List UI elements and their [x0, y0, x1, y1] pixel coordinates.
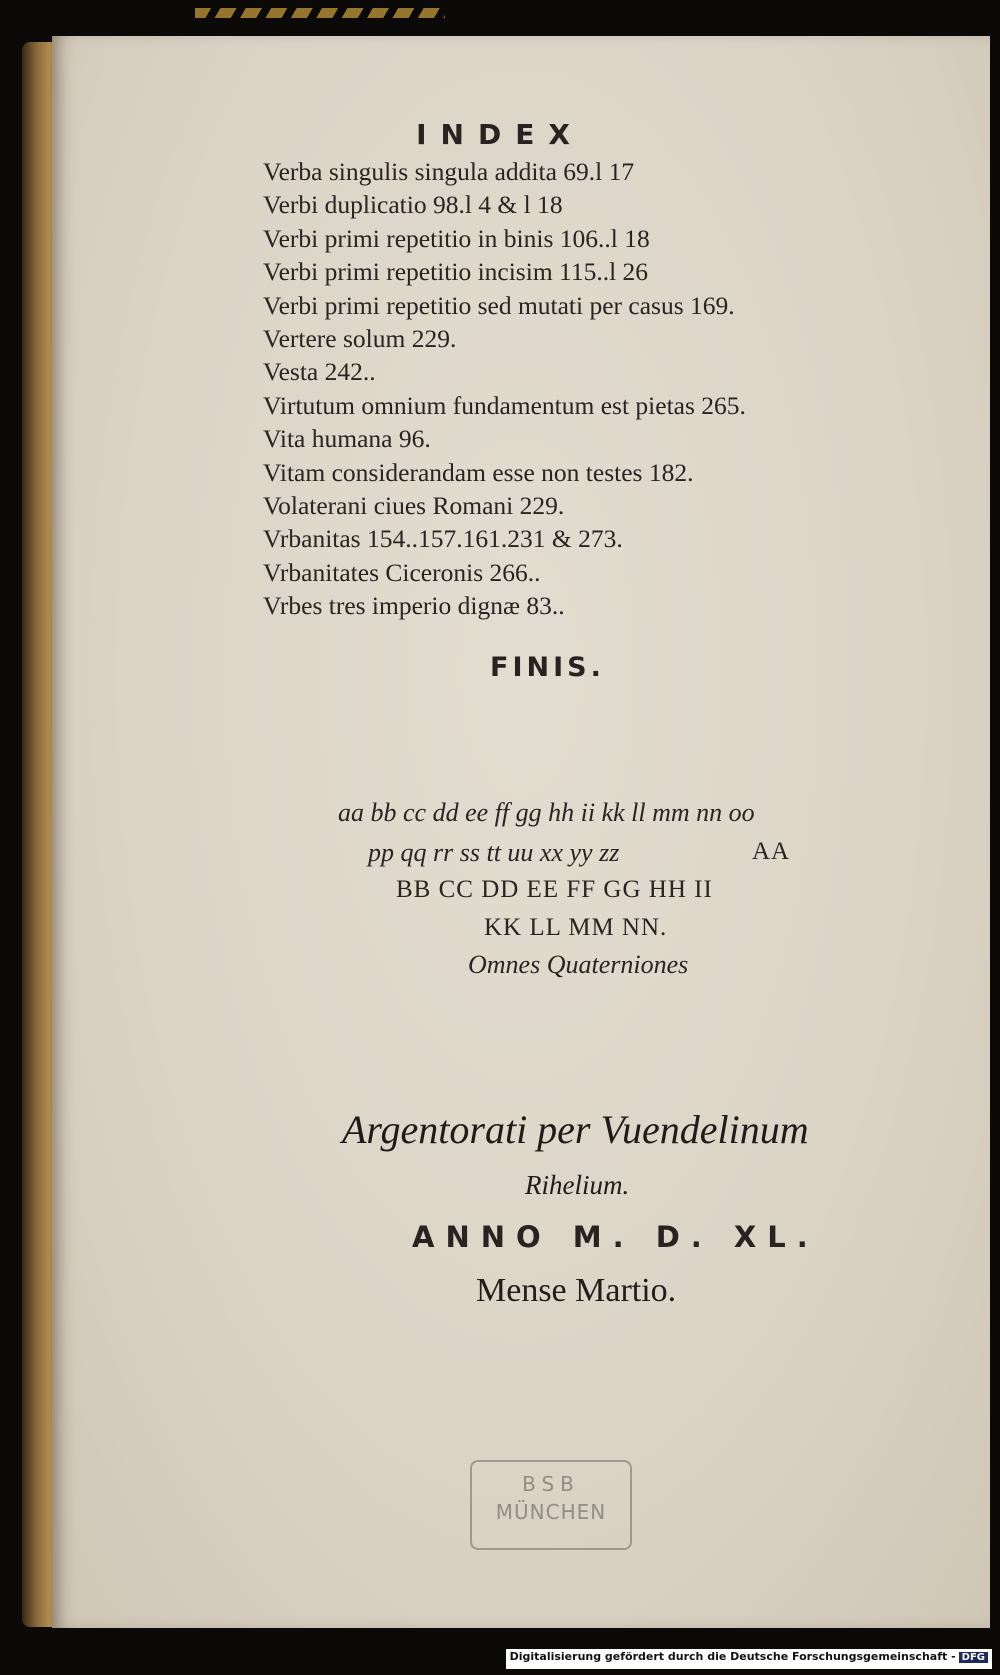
finis-heading: FINIS.	[490, 652, 605, 683]
index-entry: Vrbanitates Ciceronis 266..	[263, 557, 541, 587]
register-line: Omnes Quaterniones	[468, 950, 689, 979]
index-entry: Vertere solum 229.	[263, 324, 457, 354]
register-line: pp qq rr ss tt uu xx yy zz	[368, 838, 620, 867]
stamp-line: MÜNCHEN	[495, 1500, 607, 1524]
register-line: AA	[752, 838, 791, 865]
index-entry: Vita humana 96.	[263, 424, 431, 454]
imprint-line: Argentorati per Vuendelinum	[342, 1107, 809, 1152]
index-entry: Vitam considerandam esse non testes 182.	[263, 457, 694, 487]
dfg-logo: DFG	[959, 1652, 988, 1663]
index-entry: Verba singulis singula addita 69.l 17	[263, 157, 635, 186]
imprint-month: Mense Martio.	[476, 1272, 677, 1309]
library-stamp	[470, 1460, 632, 1550]
index-list	[263, 155, 923, 623]
stamp-line: BSB	[522, 1472, 580, 1496]
index-entry: Volaterani ciues Romani 229.	[263, 491, 565, 521]
imprint-line: Rihelium.	[525, 1170, 630, 1200]
register-line: KK LL MM NN.	[484, 914, 668, 941]
register-line: aa bb cc dd ee ff gg hh ii kk ll mm nn oo	[338, 798, 755, 827]
color-strip	[195, 8, 445, 18]
index-entry: Verbi primi repetitio in binis 106..l 18	[263, 223, 650, 253]
index-title: INDEX	[416, 118, 584, 151]
imprint-year: ANNO M. D. XL.	[412, 1220, 819, 1254]
digitization-footer	[506, 1649, 992, 1669]
index-entry: Vrbes tres imperio dignæ 83..	[263, 591, 565, 621]
index-entry: Verbi primi repetitio sed mutati per casus 169.	[263, 290, 735, 320]
index-entry: Verbi primi repetitio incisim 115..l 26	[263, 257, 649, 287]
index-entry: Vesta 242..	[263, 357, 376, 387]
register-line: BB CC DD EE FF GG HH II	[396, 876, 713, 903]
index-entry: Vrbanitas 154..157.161.231 & 273.	[263, 524, 623, 554]
index-entry: Virtutum omnium fundamentum est pietas 265.	[263, 390, 746, 420]
footer-text: Digitalisierung gefördert durch die Deutsche Forschungsgemeinschaft -	[509, 1650, 956, 1663]
index-entry: Verbi duplicatio 98.l 4 & l 18	[263, 190, 563, 220]
